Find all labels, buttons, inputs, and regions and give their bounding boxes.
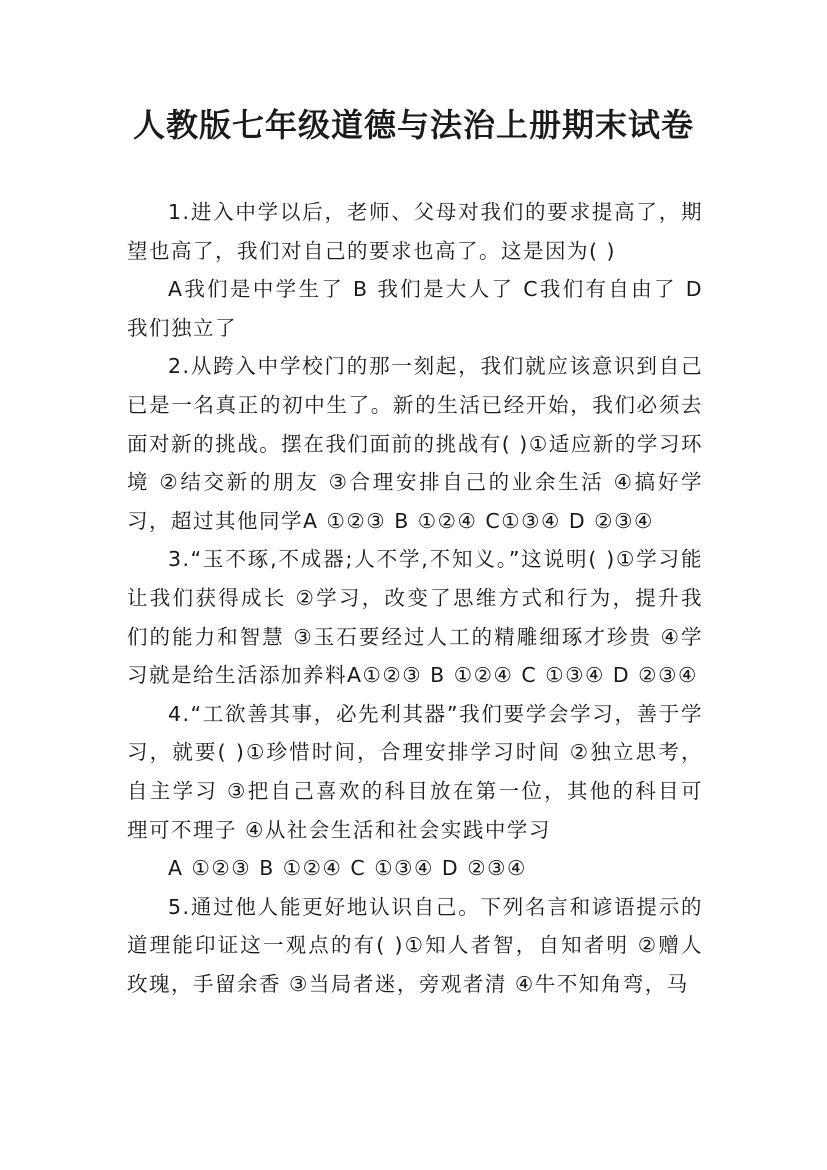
question-3: 3.“玉不琢,不成器;人不学,不知义。”这说明( )①学习能让我们获得成长 ②学习，改变了思维方式和行为，提升我们的能力和智慧 ③玉石要经过人工的精雕细琢才珍贵 ④学习就是给生活添加养料A①②③ B ①②④ C ①③④ D ②③④ xyxy=(127,547,703,688)
document-title: 人教版七年级道德与法治上册期末试卷 xyxy=(132,106,694,144)
question-4-stem: 4.“工欲善其事，必先利其器”我们要学会学习，善于学习，就要( )①珍惜时间，合理安排学习时间 ②独立思考，自主学习 ③把自己喜欢的科目放在第一位，其他的科目可理可不理子 ④从社会生活和社会实践中学习 xyxy=(127,701,703,842)
question-2: 2.从跨入中学校门的那一刻起，我们就应该意识到自己已是一名真正的初中生了。新的生活已经开始，我们必须去面对新的挑战。摆在我们面前的挑战有( )①适应新的学习环境 ②结交新的朋友 ③合理安排自己的业余生活 ④搞好学习，超过其他同学A ①②③ B ①②④ C①③④ D ②③④ xyxy=(127,354,703,533)
question-4-options: A ①②③ B ①②④ C ①③④ D ②③④ xyxy=(168,856,527,881)
question-1-stem: 1.进入中学以后，老师、父母对我们的要求提高了，期望也高了，我们对自己的要求也高了。这是因为( ) xyxy=(127,200,703,263)
document-body xyxy=(127,193,703,1003)
question-1-options: A我们是中学生了 B 我们是大人了 C我们有自由了 D 我们独立了 xyxy=(127,277,703,340)
question-5: 5.通过他人能更好地认识自己。下列名言和谚语提示的道理能印证这一观点的有( )①知人者智，自知者明 ②赠人玫瑰，手留余香 ③当局者迷，旁观者清 ④牛不知角弯，马 xyxy=(127,894,703,996)
